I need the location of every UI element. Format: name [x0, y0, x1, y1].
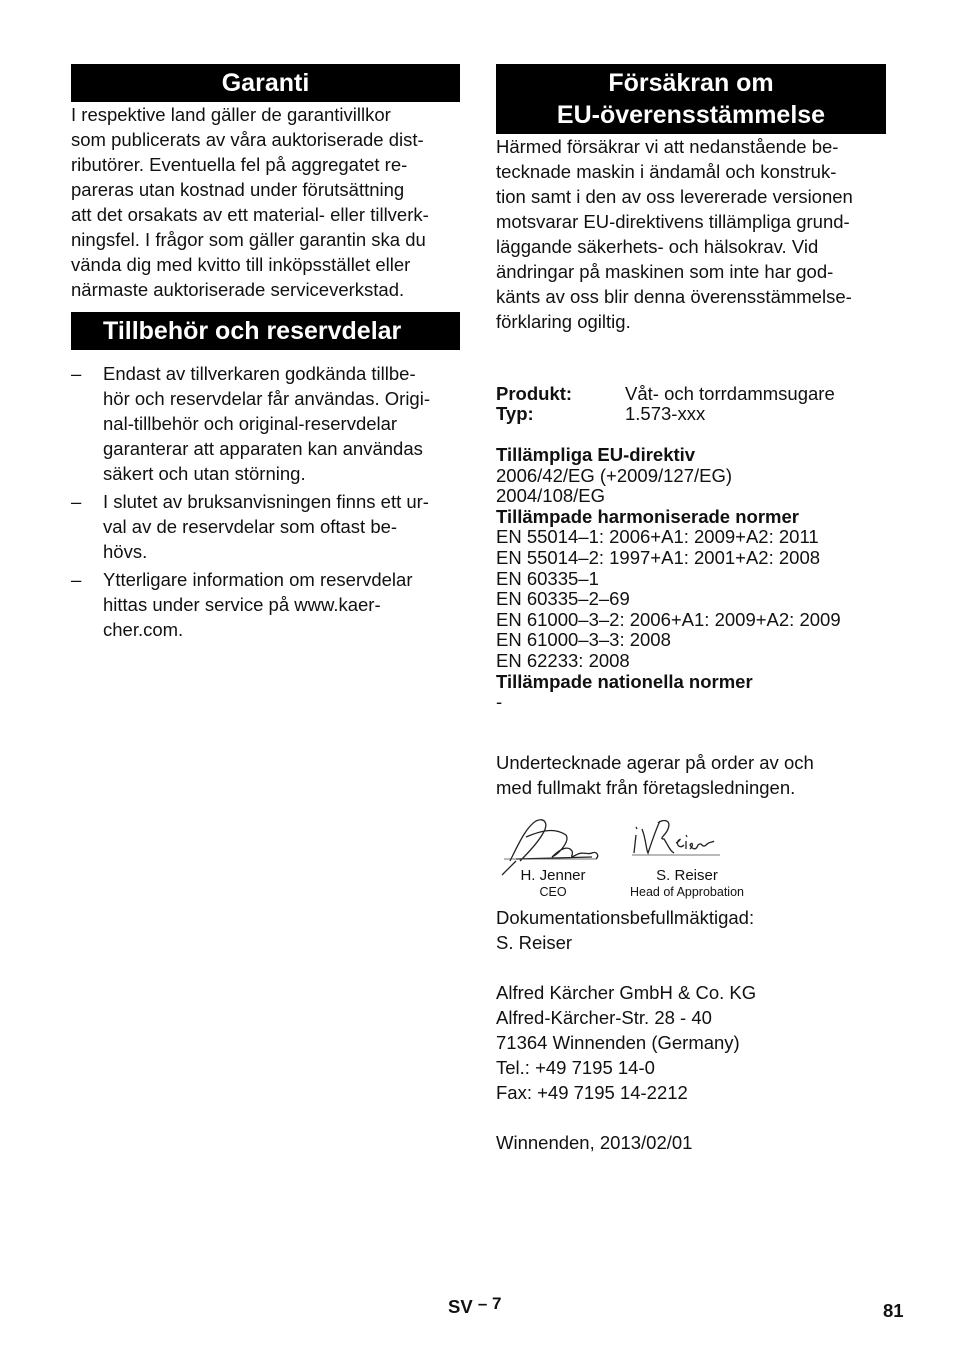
dash-bullet: –: [71, 569, 82, 590]
garanti-heading: Garanti: [71, 64, 460, 102]
text-line: säkert och utan störning.: [103, 463, 306, 484]
standards-block: [496, 445, 886, 713]
text-line: läggande säkerhets- och hälsokrav. Vid: [496, 236, 819, 257]
standard-line: EN 62233: 2008: [496, 649, 630, 671]
text-line: tion samt i den av oss levererade versionen: [496, 186, 853, 207]
typ-row: [496, 404, 886, 424]
list-item: [71, 361, 460, 486]
text-line: nal-tillbehör och original-reservdelar: [103, 413, 398, 434]
page-number: 81: [883, 1300, 904, 1321]
text-line: ningsfel. I frågor som gäller garantin ska du: [71, 229, 426, 250]
text-line: förklaring ogiltig.: [496, 311, 631, 332]
declaration-heading: [496, 64, 886, 134]
national-value: -: [496, 691, 503, 713]
text-line: tecknade maskin i ändamål och konstruk-: [496, 161, 837, 182]
directive-line: 2004/108/EG: [496, 485, 606, 507]
footer-language-page: [448, 1296, 501, 1318]
signature-reiser-icon: [624, 815, 724, 867]
address-line: Tel.: +49 7195 14-0: [496, 1056, 655, 1078]
signature-jenner: [496, 815, 596, 900]
doc-label: Dokumentationsbefullmäktigad:: [496, 906, 755, 928]
heading-line: Försäkran om: [608, 69, 774, 97]
text-line: motsvarar EU-direktivens tillämpliga grund-: [496, 211, 850, 232]
dash-bullet: –: [71, 491, 82, 512]
standard-line: EN 61000–3–3: 2008: [496, 629, 671, 651]
garanti-text: [71, 102, 460, 302]
documentation-block: [496, 905, 886, 1155]
tillbehor-list: [71, 361, 460, 642]
text-line: Ytterligare information om reservdelar: [103, 569, 413, 590]
address-line: Alfred Kärcher GmbH & Co. KG: [496, 981, 757, 1003]
text-line: vända dig med kvitto till inköpsstället eller: [71, 254, 411, 275]
text-line: med fullmakt från företagsledningen.: [496, 776, 796, 798]
typ-label: Typ:: [496, 403, 534, 424]
text-line: Undertecknade agerar på order av och: [496, 751, 814, 773]
text-line: Endast av tillverkaren godkända tillbe-: [103, 363, 416, 384]
footer-lang: SV: [448, 1296, 473, 1317]
signatory-name: H. Jenner: [520, 866, 586, 884]
text-line: ändringar på maskinen som inte har god-: [496, 261, 834, 282]
signing-text: [496, 750, 886, 800]
standard-line: EN 55014–1: 2006+A1: 2009+A2: 2011: [496, 526, 819, 548]
text-line: ributörer. Eventuella fel på aggregatet re-: [71, 154, 408, 175]
footer-section-page: – 7: [477, 1294, 502, 1313]
text-line: hövs.: [103, 541, 148, 562]
standard-line: EN 55014–2: 1997+A1: 2001+A2: 2008: [496, 546, 821, 568]
signatures: [496, 815, 886, 899]
dash-bullet: –: [71, 363, 82, 384]
text-line: att det orsakats av ett material- eller tillverk-: [71, 204, 429, 225]
text-line: som publicerats av våra auktoriserade dist-: [71, 129, 424, 150]
declaration-intro: [496, 134, 886, 334]
text-line: hittas under service på www.kaer-: [103, 594, 381, 615]
text-line: I respektive land gäller de garantivillkor: [71, 104, 391, 125]
text-line: känts av oss blir denna överensstämmelse-: [496, 286, 852, 307]
text-line: hör och reservdelar får användas. Origi-: [103, 388, 430, 409]
doc-name: S. Reiser: [496, 931, 573, 953]
left-column: [71, 64, 460, 645]
text-line: närmaste auktoriserade serviceverkstad.: [71, 279, 405, 300]
text-line: garanterar att apparaten kan användas: [103, 438, 423, 459]
right-column: [496, 64, 886, 1155]
signature-reiser: [624, 815, 750, 900]
produkt-value: Våt- och torrdammsugare: [625, 383, 835, 404]
standard-line: EN 60335–1: [496, 567, 599, 589]
directives-title: Tillämpliga EU-direktiv: [496, 444, 696, 465]
list-item: [71, 567, 460, 642]
address-line: Fax: +49 7195 14-2212: [496, 1081, 688, 1103]
text-line: I slutet av bruksanvisningen finns ett ur-: [103, 491, 429, 512]
heading-line: EU-överensstämmelse: [556, 101, 826, 129]
text-line: pareras utan kostnad under förutsättning: [71, 179, 405, 200]
national-title: Tillämpade nationella normer: [496, 670, 753, 692]
text-line: val av de reservdelar som oftast be-: [103, 516, 398, 537]
harmonised-title: Tillämpade harmoniserade normer: [496, 505, 799, 527]
list-item: [71, 489, 460, 564]
product-info: [496, 384, 886, 424]
standard-line: EN 60335–2–69: [496, 588, 630, 610]
typ-value: 1.573-xxx: [625, 403, 706, 424]
signatory-name: S. Reiser: [656, 866, 718, 884]
signatory-role: Head of Approbation: [630, 884, 744, 899]
address-block: [496, 980, 886, 1105]
produkt-label: Produkt:: [496, 383, 573, 404]
signatory-role: CEO: [539, 884, 567, 899]
text-line: Härmed försäkrar vi att nedanstående be-: [496, 136, 839, 157]
standard-line: EN 61000–3–2: 2006+A1: 2009+A2: 2009: [496, 608, 841, 630]
directive-line: 2006/42/EG (+2009/127/EG): [496, 464, 733, 486]
address-line: Alfred-Kärcher-Str. 28 - 40: [496, 1006, 712, 1028]
place-date: Winnenden, 2013/02/01: [496, 1131, 693, 1153]
address-line: 71364 Winnenden (Germany): [496, 1031, 740, 1053]
tillbehor-heading: Tillbehör och reservdelar: [71, 312, 460, 350]
produkt-row: [496, 384, 886, 404]
text-line: cher.com.: [103, 619, 184, 640]
